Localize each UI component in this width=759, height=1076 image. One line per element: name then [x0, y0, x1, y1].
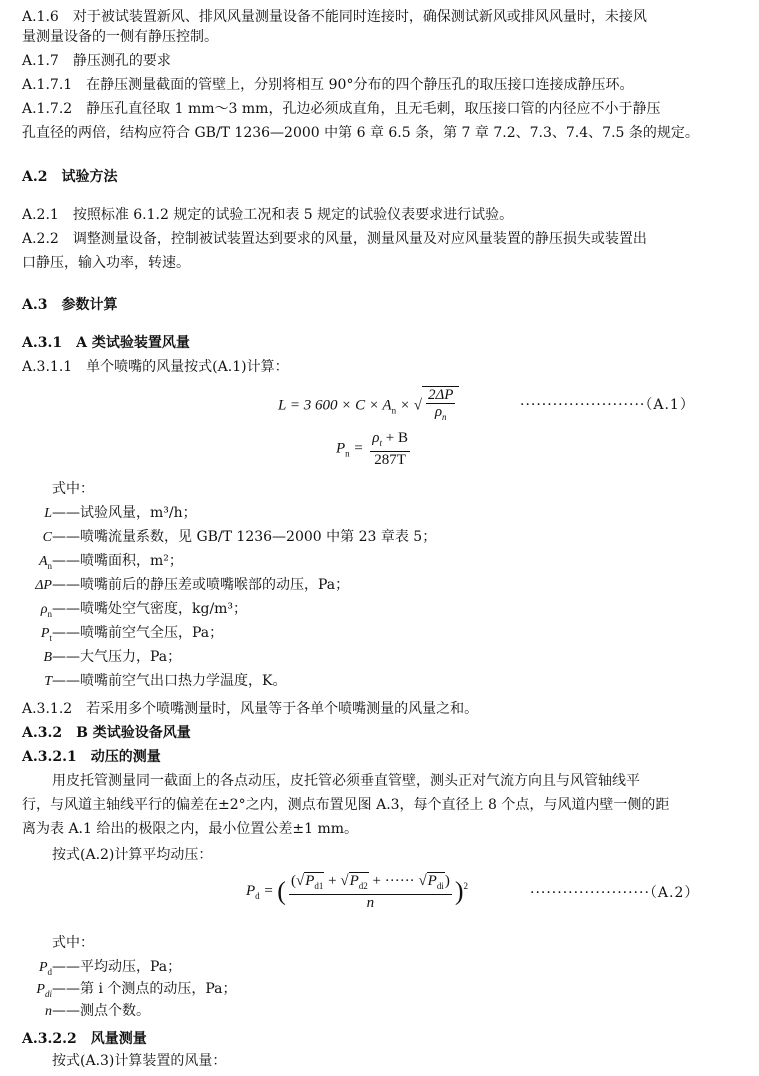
where2-item: [30, 958, 181, 981]
clause-a32-heading: A.3.2 B 类试验设备风量: [22, 725, 191, 741]
clause-a311: A.3.1.1 单个喷嘴的风量按式(A.1)计算：: [22, 359, 289, 375]
where-title-1: 式中：: [52, 481, 94, 497]
section-a3-heading: A.3 参数计算: [22, 297, 118, 313]
clause-a16: A.1.6 对于被试装置新风、排风风量测量设备不能同时连接时，确保测试新风或排风风量时，未接风: [22, 9, 647, 25]
equation-a2: $P_d$ = ( $\frac{(√P_{d1} + √P_{d2} + \cdot\cdot\cdot\cdot\cdot\cdot √P_{di})}{n}$ )$^2$: [246, 873, 469, 911]
symbol: $\rho_n$: [40, 602, 52, 619]
equation-a1: L = 3 $600 \times C \times A_n$ × √ $\frac{2\Delta P}{\rho_n}$: [278, 386, 459, 425]
symbol: T: [44, 674, 52, 689]
symbol: $A_n$: [38, 554, 52, 571]
where1-item: [30, 576, 349, 595]
clause-a31-heading: A.3.1 A 类试验装置风量: [22, 335, 190, 351]
where1-item: [30, 648, 181, 667]
clause-a321-para-2: 行，与风道主轴线平行的偏差在±2°之内，测点布置见图 A.3，每个直径上 8 个点，与风道内壁一侧的距: [22, 797, 670, 813]
clause-a321-heading: A.3.2.1 动压的测量: [22, 749, 161, 765]
section-a2-heading: A.2 试验方法: [22, 169, 118, 185]
clause-a321-para-4: 按式(A.2)计算平均动压：: [52, 847, 213, 863]
where2-item: [30, 1002, 150, 1021]
clause-a22: A.2.2 调整测量设备，控制被试装置达到要求的风量，测量风量及对应风量装置的静压损失或装置出: [22, 231, 647, 247]
where1-item: [30, 672, 286, 691]
equation-a2-leader: ······················（A.2）: [530, 885, 700, 901]
clause-a172-cont: 孔直径的两倍，结构应符合 GB/T 1236—2000 中第 6 章 6.5 条，第 7 章 7.2、7.3、7.4、7.5 条的规定。: [22, 125, 699, 141]
definition-text: ——平均动压，Pa；: [52, 959, 182, 975]
symbol: L: [44, 506, 52, 521]
clause-a322-para: 按式(A.3)计算装置的风量：: [52, 1053, 227, 1069]
definition-text: ——喷嘴前后的静压差或喷嘴喉部的动压，Pa；: [52, 577, 350, 593]
definition-text: ——测点个数。: [52, 1003, 150, 1019]
symbol: $P_d$: [38, 960, 52, 977]
where1-item: [30, 528, 436, 547]
definition-text: ——喷嘴前空气全压，Pa；: [52, 625, 224, 641]
clause-a321-para-1: 用皮托管测量同一截面上的各点动压，皮托管必须垂直管壁，测头正对气流方向且与风管轴线平: [52, 773, 640, 789]
clause-a172: A.1.7.2 静压孔直径取 1 mm～3 mm，孔边必须成直角，且无毛刺，取压接口管的内径应不小于静压: [22, 101, 661, 117]
clause-a322-heading: A.3.2.2 风量测量: [22, 1031, 147, 1047]
definition-text: ——试验风量，m³/h；: [52, 505, 197, 521]
where1-item: [30, 600, 247, 623]
symbol: C: [42, 530, 52, 545]
definition-text: ——喷嘴前空气出口热力学温度，K。: [52, 673, 287, 689]
where2-item: [30, 980, 237, 1003]
symbol: $P_{di}$: [36, 982, 52, 999]
definition-text: ——第 i 个测点的动压，Pa；: [52, 981, 237, 997]
equation-pn: $P_n$ = $\frac{\rho_t + B}{287T}$: [336, 430, 408, 468]
definition-text: ——喷嘴面积，m²；: [52, 553, 183, 569]
symbol: $P_t$: [40, 626, 52, 643]
equation-a1-leader: ·······················（A.1）: [520, 397, 695, 413]
clause-a16-cont: 量测量设备的一侧有静压控制。: [22, 29, 218, 45]
clause-a321-para-3: 离为表 A.1 给出的极限之内，最小位置公差±1 mm。: [22, 821, 359, 837]
definition-text: ——喷嘴流量系数，见 GB/T 1236—2000 中第 23 章表 5；: [52, 529, 437, 545]
where1-item: [30, 624, 223, 647]
symbol: B: [43, 650, 52, 665]
where1-item: [30, 504, 197, 523]
definition-text: ——大气压力，Pa；: [52, 649, 182, 665]
clause-a312: A.3.1.2 若采用多个喷嘴测量时，风量等于各单个喷嘴测量的风量之和。: [22, 701, 479, 717]
where-title-2: 式中：: [52, 935, 94, 951]
where1-item: [30, 552, 183, 575]
definition-text: ——喷嘴处空气密度，kg/m³；: [52, 601, 248, 617]
clause-a21: A.2.1 按照标准 6.1.2 规定的试验工况和表 5 规定的试验仪表要求进行试验。: [22, 207, 514, 223]
clause-a171: A.1.7.1 在静压测量截面的管壁上，分别将相互 90°分布的四个静压孔的取压接口连接成静压环。: [22, 77, 634, 93]
symbol: n: [45, 1004, 52, 1019]
clause-a17-heading: A.1.7 静压测孔的要求: [22, 53, 171, 69]
clause-a22-cont: 口静压，输入功率，转速。: [22, 255, 190, 271]
symbol: ΔP: [35, 578, 52, 593]
